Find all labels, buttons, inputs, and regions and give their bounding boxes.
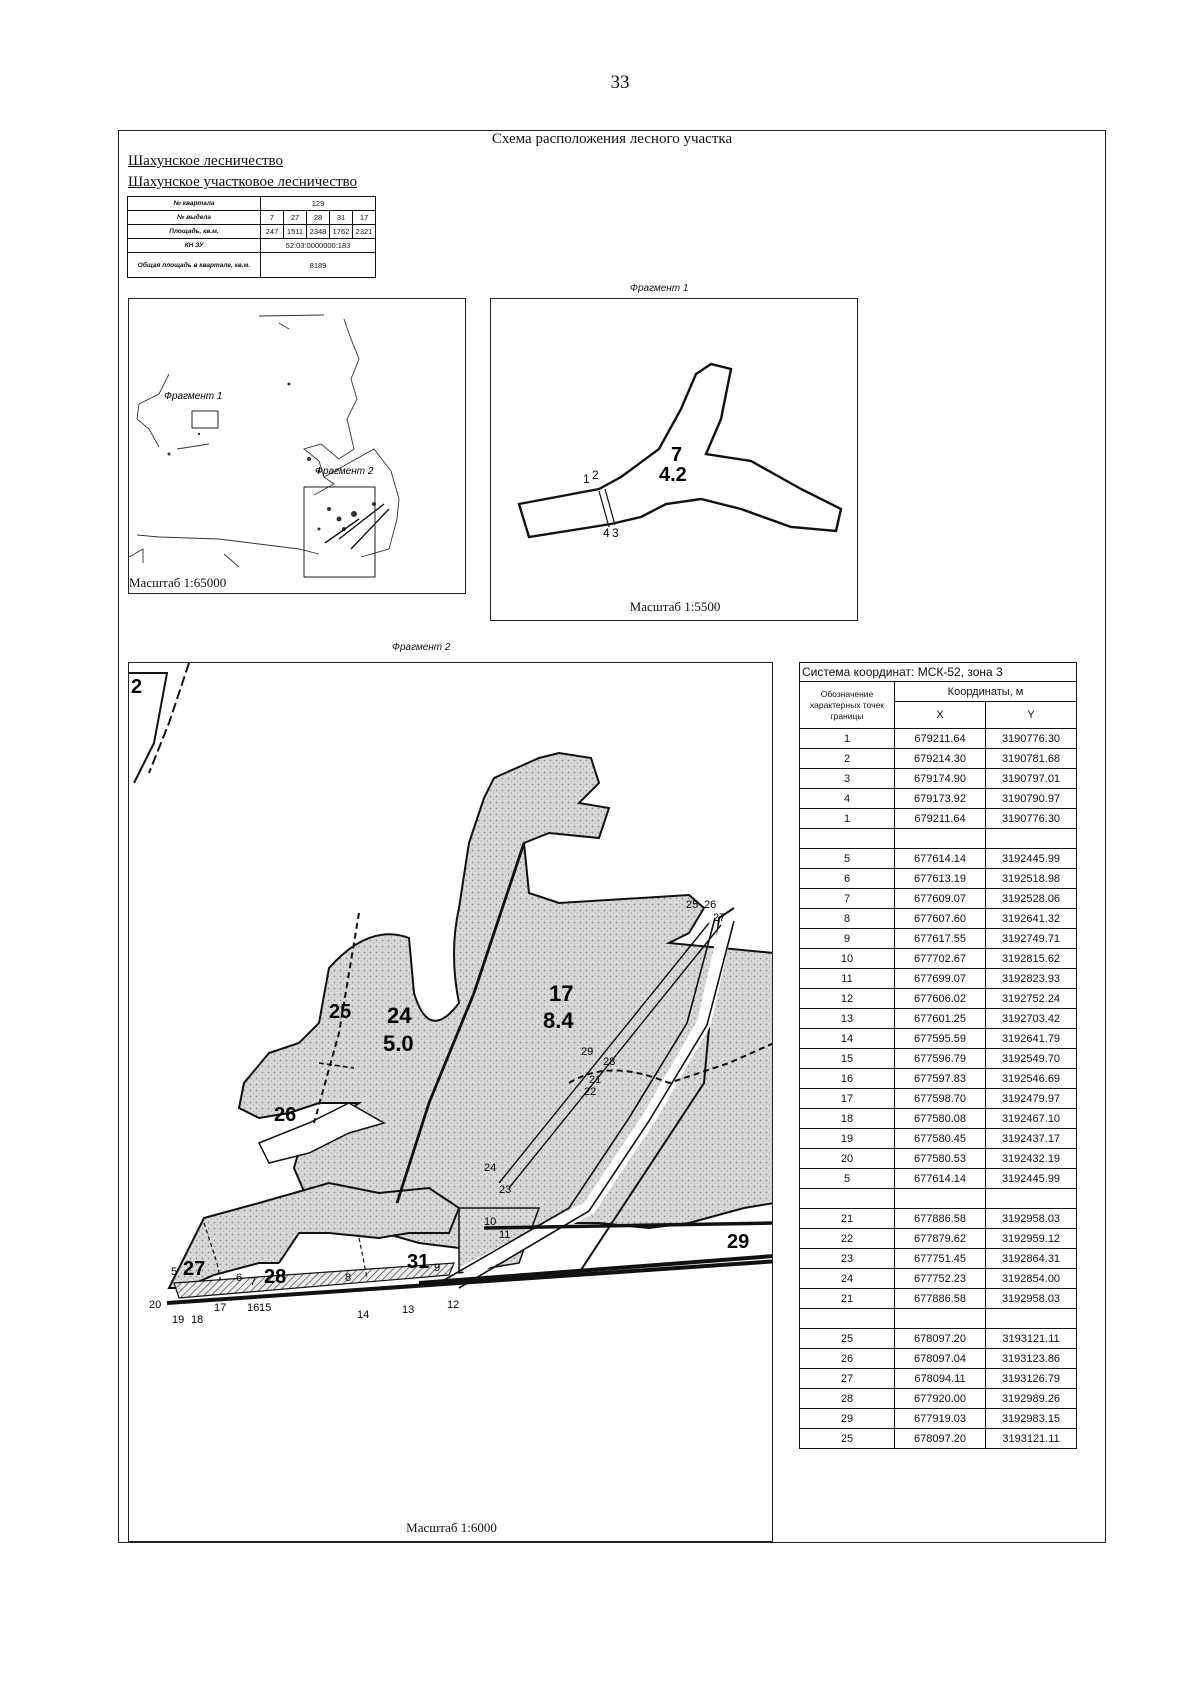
y-cell: 3193123.86 bbox=[986, 1349, 1077, 1369]
area-label: Площадь, кв.м. bbox=[128, 225, 261, 239]
allotment-label: № выдела bbox=[128, 211, 261, 225]
fragment1-point-label: 4 bbox=[603, 526, 610, 540]
y-cell: 3192959.12 bbox=[986, 1229, 1077, 1249]
area-row bbox=[128, 225, 376, 239]
point-label: 11 bbox=[499, 1229, 511, 1241]
table-row bbox=[800, 1249, 1077, 1269]
y-cell: 3192546.69 bbox=[986, 1069, 1077, 1089]
x-cell: 678097.20 bbox=[895, 1429, 986, 1449]
point-label: 8 bbox=[345, 1272, 352, 1284]
table-row bbox=[800, 1409, 1077, 1429]
point-cell: 18 bbox=[800, 1109, 895, 1129]
point-cell: 23 bbox=[800, 1249, 895, 1269]
table-row bbox=[800, 809, 1077, 829]
point-label: 24 bbox=[484, 1162, 497, 1174]
x-cell: 678094.11 bbox=[895, 1369, 986, 1389]
table-row bbox=[800, 989, 1077, 1009]
parcel-17-number: 17 bbox=[549, 981, 574, 1006]
point-cell bbox=[800, 1309, 895, 1329]
y-cell bbox=[986, 829, 1077, 849]
parcel-24-number: 24 bbox=[387, 1003, 412, 1028]
fragment1-point-label: 3 bbox=[612, 526, 619, 540]
section-label: 26 bbox=[274, 1104, 297, 1126]
cadastral-row bbox=[128, 239, 376, 253]
y-cell: 3192518.98 bbox=[986, 869, 1077, 889]
table-row bbox=[800, 1429, 1077, 1449]
allotment-cell: 17 bbox=[353, 211, 376, 225]
x-cell: 677580.08 bbox=[895, 1109, 986, 1129]
fragment1-heading: Фрагмент 1 bbox=[630, 283, 689, 294]
y-cell: 3193121.11 bbox=[986, 1329, 1077, 1349]
table-row bbox=[800, 1369, 1077, 1389]
x-cell: 677614.14 bbox=[895, 1169, 986, 1189]
point-label: 20 bbox=[149, 1299, 162, 1311]
x-cell: 677609.07 bbox=[895, 889, 986, 909]
y-cell: 3190776.30 bbox=[986, 729, 1077, 749]
x-cell bbox=[895, 829, 986, 849]
point-label: 10 bbox=[484, 1216, 497, 1228]
point-cell: 8 bbox=[800, 909, 895, 929]
y-cell: 3192823.93 bbox=[986, 969, 1077, 989]
point-label: 6 bbox=[236, 1272, 243, 1284]
table-row bbox=[800, 1129, 1077, 1149]
x-cell: 677580.53 bbox=[895, 1149, 986, 1169]
table-row bbox=[800, 889, 1077, 909]
y-cell: 3192958.03 bbox=[986, 1289, 1077, 1309]
point-label: 12 bbox=[447, 1299, 460, 1311]
x-cell: 677920.00 bbox=[895, 1389, 986, 1409]
point-cell: 1 bbox=[800, 729, 895, 749]
fragment1-map-drawing bbox=[491, 299, 858, 621]
point-cell: 21 bbox=[800, 1209, 895, 1229]
fragment2-map bbox=[128, 662, 773, 1542]
y-cell: 3193121.11 bbox=[986, 1429, 1077, 1449]
table-row bbox=[800, 769, 1077, 789]
allotment-cell: 31 bbox=[330, 211, 353, 225]
y-cell: 3190790.97 bbox=[986, 789, 1077, 809]
y-cell: 3192958.03 bbox=[986, 1209, 1077, 1229]
y-cell: 3192467.10 bbox=[986, 1109, 1077, 1129]
y-cell: 3193126.79 bbox=[986, 1369, 1077, 1389]
section-label: 2 bbox=[131, 676, 143, 698]
fragment2-scale: Масштаб 1:6000 bbox=[406, 1520, 497, 1535]
col-x-header: X bbox=[895, 702, 986, 729]
total-area-value: 8189 bbox=[261, 253, 376, 278]
section-label: 27 bbox=[183, 1258, 206, 1280]
x-cell: 677606.02 bbox=[895, 989, 986, 1009]
fragment1-map bbox=[490, 298, 858, 621]
overview-fragment2-label: Фрагмент 2 bbox=[315, 466, 374, 477]
table-row bbox=[800, 1169, 1077, 1189]
col-y-header: Y bbox=[986, 702, 1077, 729]
fragment1-point-label: 1 bbox=[583, 472, 590, 486]
point-cell: 10 bbox=[800, 949, 895, 969]
table-row bbox=[800, 789, 1077, 809]
point-cell bbox=[800, 1189, 895, 1209]
x-cell: 677617.55 bbox=[895, 929, 986, 949]
y-cell: 3192528.06 bbox=[986, 889, 1077, 909]
x-cell: 677751.45 bbox=[895, 1249, 986, 1269]
sub-forestry-name: Шахунское участковое лесничество bbox=[128, 174, 358, 190]
table-row bbox=[800, 1149, 1077, 1169]
x-cell: 677886.58 bbox=[895, 1209, 986, 1229]
point-label: 9 bbox=[434, 1262, 441, 1274]
quarter-row bbox=[128, 197, 376, 211]
y-cell: 3192854.00 bbox=[986, 1269, 1077, 1289]
point-label: 16 bbox=[247, 1302, 260, 1314]
table-row bbox=[800, 829, 1077, 849]
total-area-label: Общая площадь в квартале, кв.м. bbox=[128, 253, 261, 278]
table-row bbox=[800, 1189, 1077, 1209]
y-cell: 3192864.31 bbox=[986, 1249, 1077, 1269]
y-cell: 3190776.30 bbox=[986, 809, 1077, 829]
table-row bbox=[800, 1289, 1077, 1309]
point-label: 15 bbox=[259, 1302, 272, 1314]
point-cell: 11 bbox=[800, 969, 895, 989]
coordinates-body bbox=[800, 729, 1077, 1449]
section-label: 31 bbox=[407, 1251, 430, 1273]
overview-fragment1-label: Фрагмент 1 bbox=[164, 391, 223, 402]
area-cell: 247 bbox=[261, 225, 284, 239]
y-cell: 3190797.01 bbox=[986, 769, 1077, 789]
coord-system: Система координат: МСК-52, зона 3 bbox=[800, 663, 1077, 682]
x-cell: 678097.04 bbox=[895, 1349, 986, 1369]
point-cell: 24 bbox=[800, 1269, 895, 1289]
point-label: 5 bbox=[171, 1266, 178, 1278]
point-cell: 1 bbox=[800, 809, 895, 829]
point-cell: 17 bbox=[800, 1089, 895, 1109]
table-row bbox=[800, 1389, 1077, 1409]
y-cell: 3192549.70 bbox=[986, 1049, 1077, 1069]
x-cell: 679214.30 bbox=[895, 749, 986, 769]
x-cell: 679211.64 bbox=[895, 809, 986, 829]
point-cell: 14 bbox=[800, 1029, 895, 1049]
point-cell bbox=[800, 829, 895, 849]
point-cell: 19 bbox=[800, 1129, 895, 1149]
y-cell bbox=[986, 1309, 1077, 1329]
table-row bbox=[800, 1069, 1077, 1089]
area-cell: 1511 bbox=[284, 225, 307, 239]
point-label: 22 bbox=[584, 1086, 597, 1098]
x-cell: 677613.19 bbox=[895, 869, 986, 889]
y-cell: 3192989.26 bbox=[986, 1389, 1077, 1409]
point-cell: 5 bbox=[800, 1169, 895, 1189]
x-cell: 677580.45 bbox=[895, 1129, 986, 1149]
x-cell bbox=[895, 1309, 986, 1329]
page-number: 33 bbox=[610, 72, 630, 93]
point-label: 29 bbox=[581, 1046, 594, 1058]
point-cell: 25 bbox=[800, 1329, 895, 1349]
y-cell: 3190781.68 bbox=[986, 749, 1077, 769]
coordinates-table bbox=[799, 662, 1077, 1449]
point-cell: 9 bbox=[800, 929, 895, 949]
point-cell: 25 bbox=[800, 1429, 895, 1449]
point-label: 27 bbox=[713, 912, 726, 924]
table-row bbox=[800, 1329, 1077, 1349]
point-cell: 3 bbox=[800, 769, 895, 789]
x-cell: 677752.23 bbox=[895, 1269, 986, 1289]
x-cell bbox=[895, 1189, 986, 1209]
allotment-row bbox=[128, 211, 376, 225]
table-row bbox=[800, 1089, 1077, 1109]
y-cell: 3192445.99 bbox=[986, 849, 1077, 869]
y-cell: 3192983.15 bbox=[986, 1409, 1077, 1429]
parcel-24-area: 5.0 bbox=[383, 1031, 414, 1056]
x-cell: 679174.90 bbox=[895, 769, 986, 789]
point-label: 7 bbox=[250, 1276, 257, 1288]
point-cell: 5 bbox=[800, 849, 895, 869]
forestry-name: Шахунское лесничество bbox=[128, 153, 284, 169]
table-row bbox=[800, 969, 1077, 989]
section-label: 29 bbox=[727, 1231, 750, 1253]
table-row bbox=[800, 1049, 1077, 1069]
table-row bbox=[800, 1109, 1077, 1129]
fragment1-parcel-number: 7 bbox=[671, 444, 683, 466]
area-cell: 2321 bbox=[353, 225, 376, 239]
coord-header-row bbox=[800, 682, 1077, 702]
y-cell bbox=[986, 1189, 1077, 1209]
point-label: 19 bbox=[172, 1314, 185, 1326]
area-cell: 2348 bbox=[307, 225, 330, 239]
table-row bbox=[800, 1349, 1077, 1369]
x-cell: 677597.83 bbox=[895, 1069, 986, 1089]
point-cell: 26 bbox=[800, 1349, 895, 1369]
x-cell: 677596.79 bbox=[895, 1049, 986, 1069]
point-cell: 15 bbox=[800, 1049, 895, 1069]
x-cell: 678097.20 bbox=[895, 1329, 986, 1349]
overview-map-drawing bbox=[129, 299, 466, 594]
point-cell: 7 bbox=[800, 889, 895, 909]
scheme-title: Схема расположения лесного участка bbox=[491, 131, 733, 147]
quarter-label: № квартала bbox=[128, 197, 261, 211]
area-cell: 1762 bbox=[330, 225, 353, 239]
y-cell: 3192479.97 bbox=[986, 1089, 1077, 1109]
attributes-table bbox=[127, 196, 376, 278]
x-cell: 679211.64 bbox=[895, 729, 986, 749]
y-cell: 3192432.19 bbox=[986, 1149, 1077, 1169]
overview-map bbox=[128, 298, 466, 594]
y-cell: 3192749.71 bbox=[986, 929, 1077, 949]
point-label: 18 bbox=[191, 1314, 204, 1326]
allotment-cell: 28 bbox=[307, 211, 330, 225]
parcel-17-area: 8.4 bbox=[543, 1008, 574, 1033]
point-label: 23 bbox=[499, 1184, 512, 1196]
table-row bbox=[800, 749, 1077, 769]
table-row bbox=[800, 869, 1077, 889]
x-cell: 677601.25 bbox=[895, 1009, 986, 1029]
col-coords-header: Координаты, м bbox=[895, 682, 1077, 702]
table-row bbox=[800, 849, 1077, 869]
y-cell: 3192641.32 bbox=[986, 909, 1077, 929]
table-row bbox=[800, 909, 1077, 929]
point-label: 13 bbox=[402, 1304, 415, 1316]
table-row bbox=[800, 949, 1077, 969]
cadastral-value: 52:03:0000000:183 bbox=[261, 239, 376, 253]
point-cell: 20 bbox=[800, 1149, 895, 1169]
y-cell: 3192437.17 bbox=[986, 1129, 1077, 1149]
x-cell: 677699.07 bbox=[895, 969, 986, 989]
point-cell: 13 bbox=[800, 1009, 895, 1029]
point-label: 21 bbox=[589, 1074, 602, 1086]
quarter-value: 129 bbox=[261, 197, 376, 211]
point-label: 26 bbox=[704, 899, 717, 911]
point-label: 14 bbox=[357, 1309, 370, 1321]
table-row bbox=[800, 1209, 1077, 1229]
y-cell: 3192703.42 bbox=[986, 1009, 1077, 1029]
x-cell: 677919.03 bbox=[895, 1409, 986, 1429]
x-cell: 677595.59 bbox=[895, 1029, 986, 1049]
table-row bbox=[800, 929, 1077, 949]
point-cell: 28 bbox=[800, 1389, 895, 1409]
x-cell: 679173.92 bbox=[895, 789, 986, 809]
x-cell: 677607.60 bbox=[895, 909, 986, 929]
point-cell: 22 bbox=[800, 1229, 895, 1249]
coord-system-row bbox=[800, 663, 1077, 682]
point-cell: 2 bbox=[800, 749, 895, 769]
allotment-cell: 27 bbox=[284, 211, 307, 225]
point-cell: 6 bbox=[800, 869, 895, 889]
fragment2-map-drawing bbox=[129, 663, 773, 1542]
col-point-header: Обозначение характерных точек границы bbox=[800, 682, 895, 729]
table-row bbox=[800, 1269, 1077, 1289]
cadastral-label: КН ЗУ bbox=[128, 239, 261, 253]
point-label: 25 bbox=[686, 899, 699, 911]
x-cell: 677702.67 bbox=[895, 949, 986, 969]
point-label: 17 bbox=[214, 1302, 227, 1314]
x-cell: 677614.14 bbox=[895, 849, 986, 869]
table-row bbox=[800, 1029, 1077, 1049]
x-cell: 677886.58 bbox=[895, 1289, 986, 1309]
table-row bbox=[800, 1309, 1077, 1329]
total-area-row bbox=[128, 253, 376, 278]
section-label: 25 bbox=[329, 1001, 352, 1023]
fragment1-point-label: 2 bbox=[592, 468, 599, 482]
x-cell: 677598.70 bbox=[895, 1089, 986, 1109]
point-cell: 12 bbox=[800, 989, 895, 1009]
table-row bbox=[800, 1009, 1077, 1029]
point-cell: 29 bbox=[800, 1409, 895, 1429]
fragment2-heading: Фрагмент 2 bbox=[392, 642, 451, 653]
point-label: 28 bbox=[603, 1056, 616, 1068]
fragment1-locator bbox=[192, 411, 218, 428]
fragment1-parcel-area: 4.2 bbox=[659, 464, 687, 486]
table-row bbox=[800, 729, 1077, 749]
point-cell: 21 bbox=[800, 1289, 895, 1309]
overview-scale: Масштаб 1:65000 bbox=[129, 575, 227, 590]
y-cell: 3192815.62 bbox=[986, 949, 1077, 969]
y-cell: 3192445.99 bbox=[986, 1169, 1077, 1189]
point-cell: 27 bbox=[800, 1369, 895, 1389]
point-cell: 4 bbox=[800, 789, 895, 809]
allotment-cell: 7 bbox=[261, 211, 284, 225]
point-cell: 16 bbox=[800, 1069, 895, 1089]
y-cell: 3192752.24 bbox=[986, 989, 1077, 1009]
table-row bbox=[800, 1229, 1077, 1249]
section-label: 28 bbox=[264, 1266, 287, 1288]
x-cell: 677879.62 bbox=[895, 1229, 986, 1249]
fragment1-scale: Масштаб 1:5500 bbox=[629, 599, 721, 614]
y-cell: 3192641.79 bbox=[986, 1029, 1077, 1049]
